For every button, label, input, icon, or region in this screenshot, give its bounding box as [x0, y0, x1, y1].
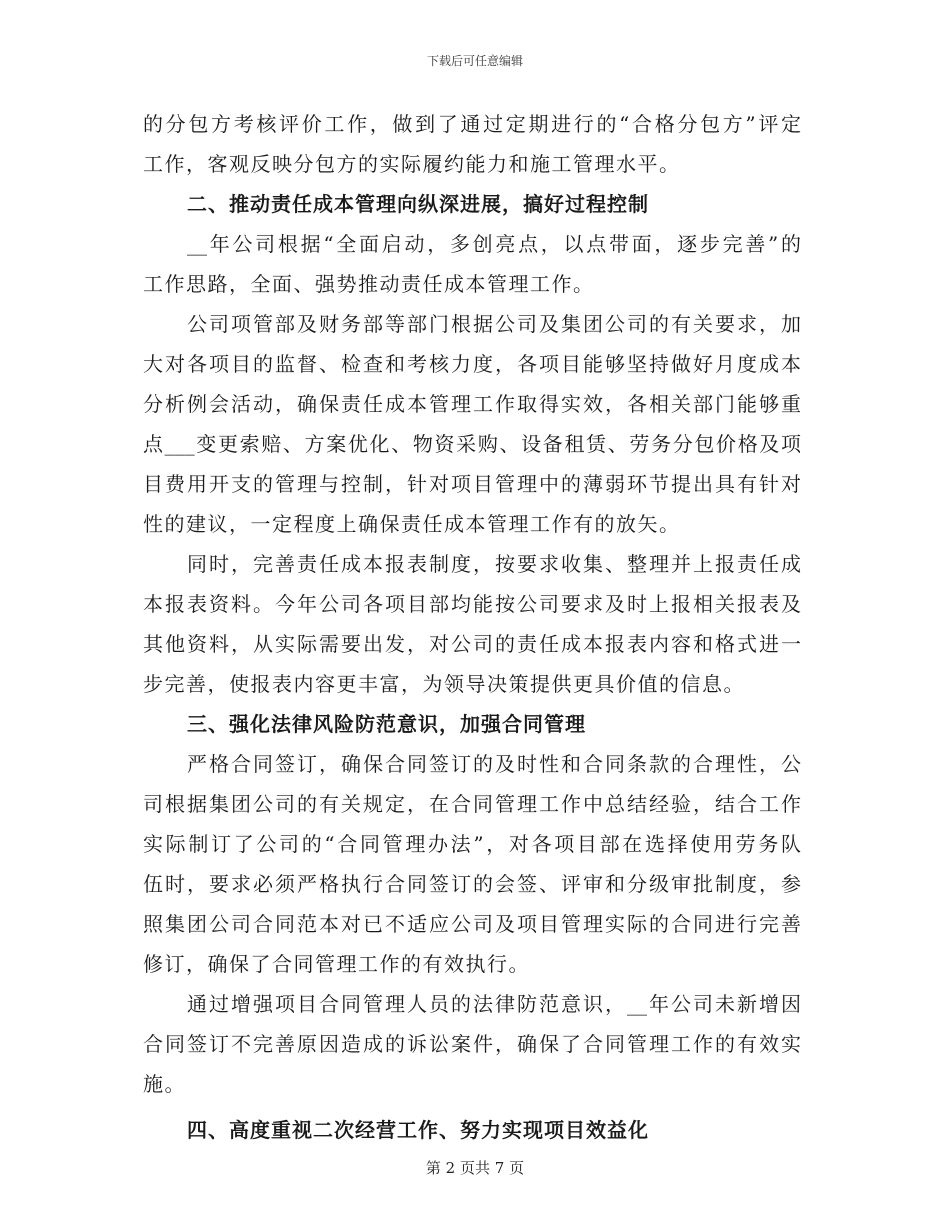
- paragraph-line: 本报表资料。今年公司各项目部均能按公司要求及时上报相关报表及: [143, 592, 801, 616]
- paragraph-line: 司根据集团公司的有关规定，在合同管理工作中总结经验，结合工作: [143, 792, 801, 816]
- paragraph-line: 工作，客观反映分包方的实际履约能力和施工管理水平。: [143, 152, 681, 176]
- paragraph-line: 公司项管部及财务部等部门根据公司及集团公司的有关要求，加: [187, 312, 801, 336]
- document-body: [143, 104, 801, 1150]
- paragraph-line: 同时，完善责任成本报表制度，按要求收集、整理并上报责任成: [187, 552, 801, 576]
- page-header: 下载后可任意编辑: [426, 54, 523, 68]
- section-heading: 三、强化法律风险防范意识，加强合同管理: [187, 712, 586, 736]
- paragraph-line: 分析例会活动，确保责任成本管理工作取得实效，各相关部门能够重: [143, 392, 801, 416]
- paragraph-line: 照集团公司合同范本对已不适应公司及项目管理实际的合同进行完善: [143, 912, 801, 936]
- paragraph-line: 工作思路，全面、强势推动责任成本管理工作。: [143, 272, 595, 296]
- paragraph-line: 点___变更索赔、方案优化、物资采购、设备租赁、劳务分包价格及项: [143, 432, 801, 456]
- paragraph-line: 其他资料，从实际需要出发，对公司的责任成本报表内容和格式进一: [143, 632, 801, 656]
- paragraph-line: 大对各项目的监督、检查和考核力度，各项目能够坚持做好月度成本: [143, 352, 801, 376]
- paragraph-line: 实际制订了公司的“合同管理办法”，对各项目部在选择使用劳务队: [143, 832, 801, 856]
- paragraph-line: 的分包方考核评价工作，做到了通过定期进行的“合格分包方”评定: [143, 112, 801, 136]
- paragraph-line: 施。: [143, 1072, 186, 1096]
- paragraph-line: 目费用开支的管理与控制，针对项目管理中的薄弱环节提出具有针对: [143, 472, 801, 496]
- section-heading: 四、高度重视二次经营工作、努力实现项目效益化: [187, 1118, 649, 1142]
- section-heading: 二、推动责任成本管理向纵深进展，搞好过程控制: [187, 192, 649, 216]
- paragraph-line: 合同签订不完善原因造成的诉讼案件，确保了合同管理工作的有效实: [143, 1032, 801, 1056]
- paragraph-line: 性的建议，一定程度上确保责任成本管理工作有的放矢。: [143, 512, 681, 536]
- paragraph-line: 修订，确保了合同管理工作的有效执行。: [143, 952, 530, 976]
- paragraph-line: 步完善，使报表内容更丰富，为领导决策提供更具价值的信息。: [143, 672, 745, 696]
- paragraph-line: 严格合同签订，确保合同签订的及时性和合同条款的合理性，公: [187, 752, 801, 776]
- page-number: 第 2 页共 7 页: [425, 1159, 525, 1177]
- paragraph-line: __年公司根据“全面启动，多创亮点，以点带面，逐步完善”的: [187, 232, 801, 256]
- paragraph-line: 通过增强项目合同管理人员的法律防范意识，__年公司未新增因: [187, 992, 801, 1016]
- paragraph-line: 伍时，要求必须严格执行合同签订的会签、评审和分级审批制度，参: [143, 872, 801, 896]
